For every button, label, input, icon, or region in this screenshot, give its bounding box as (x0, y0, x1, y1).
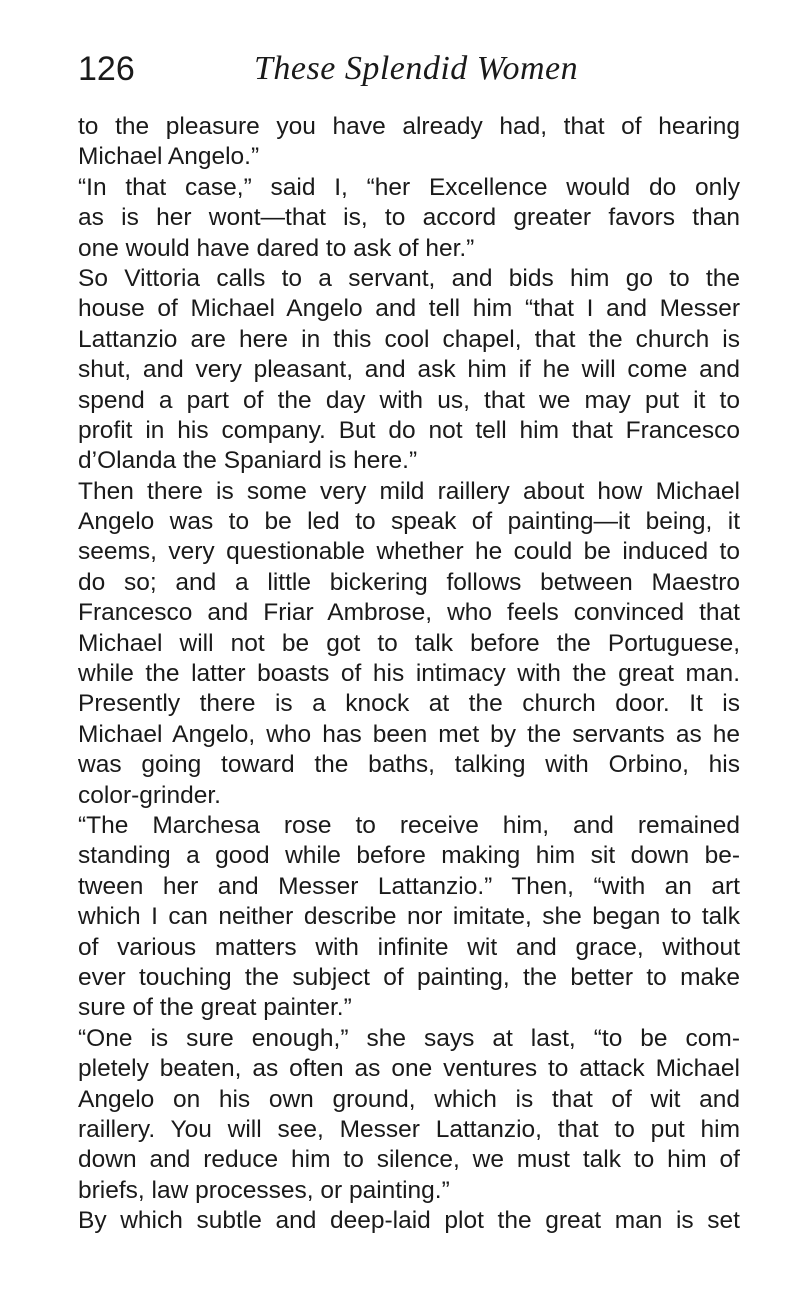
text-line: ever touching the subject of painting, the better to make (78, 963, 740, 991)
text-line: spend a part of the day with us, that we may put it to (78, 386, 740, 414)
text-line: Michael will not be got to talk before the Portuguese, (78, 629, 740, 657)
text-line: which I can neither describe nor imitate, she began to talk (78, 903, 740, 931)
body-text (78, 112, 740, 1236)
text-line: one would have dared to ask of her.” (78, 234, 475, 262)
text-line: down and reduce him to silence, we must talk to him of (78, 1146, 740, 1174)
text-line: seems, very questionable whether he could be induced to (78, 538, 740, 566)
text-line: while the latter boasts of his intimacy with the great man. (78, 660, 740, 688)
text-line: d’Olanda the Spaniard is here.” (78, 447, 418, 475)
text-line: of various matters with infinite wit and grace, without (78, 933, 740, 961)
text-line: raillery. You will see, Messer Lattanzio, that to put him (78, 1115, 740, 1143)
text-line: was going toward the baths, talking with Orbino, his (78, 751, 740, 779)
text-line: shut, and very pleasant, and ask him if he will come and (78, 356, 740, 384)
text-line: to the pleasure you have already had, that of hearing (78, 113, 740, 140)
text-line: standing a good while before making him sit down be- (78, 842, 740, 870)
text-line: Then there is some very mild raillery about how Michael (78, 477, 740, 505)
text-line: Michael Angelo.” (78, 143, 260, 171)
text-line: Angelo on his own ground, which is that of wit and (78, 1085, 740, 1113)
text-line: profit in his company. But do not tell him that Francesco (78, 416, 740, 444)
text-line: Francesco and Friar Ambrose, who feels convinced that (78, 599, 740, 627)
text-line: Lattanzio are here in this cool chapel, that the church is (78, 325, 740, 353)
text-line: So Vittoria calls to a servant, and bids him go to the (78, 264, 740, 292)
text-line: Angelo was to be led to speak of painting—it being, it (78, 508, 740, 536)
text-line: tween her and Messer Lattanzio.” Then, “with an art (78, 872, 740, 900)
text-line: do so; and a little bickering follows between Maestro (78, 568, 740, 596)
text-line: By which subtle and deep-laid plot the great man is set (78, 1207, 740, 1235)
page-header (78, 42, 738, 102)
text-line: sure of the great painter.” (78, 994, 352, 1022)
text-line: color-grinder. (78, 781, 221, 809)
text-line: Michael Angelo, who has been met by the servants as he (78, 720, 740, 748)
text-line: Presently there is a knock at the church door. It is (78, 690, 740, 718)
text-line: “The Marchesa rose to receive him, and remained (78, 811, 740, 839)
text-line: house of Michael Angelo and tell him “that I and Messer (78, 295, 740, 323)
text-line: briefs, law processes, or painting.” (78, 1176, 450, 1204)
text-line: “In that case,” said I, “her Excellence would do only (78, 173, 740, 201)
text-line: pletely beaten, as often as one ventures to attack Michael (78, 1055, 740, 1083)
text-line: “One is sure enough,” she says at last, “to be com- (78, 1024, 740, 1052)
running-title: These Splendid Women (254, 50, 579, 87)
text-line: as is her wont—that is, to accord greater favors than (78, 204, 740, 232)
page-number: 126 (78, 50, 135, 88)
